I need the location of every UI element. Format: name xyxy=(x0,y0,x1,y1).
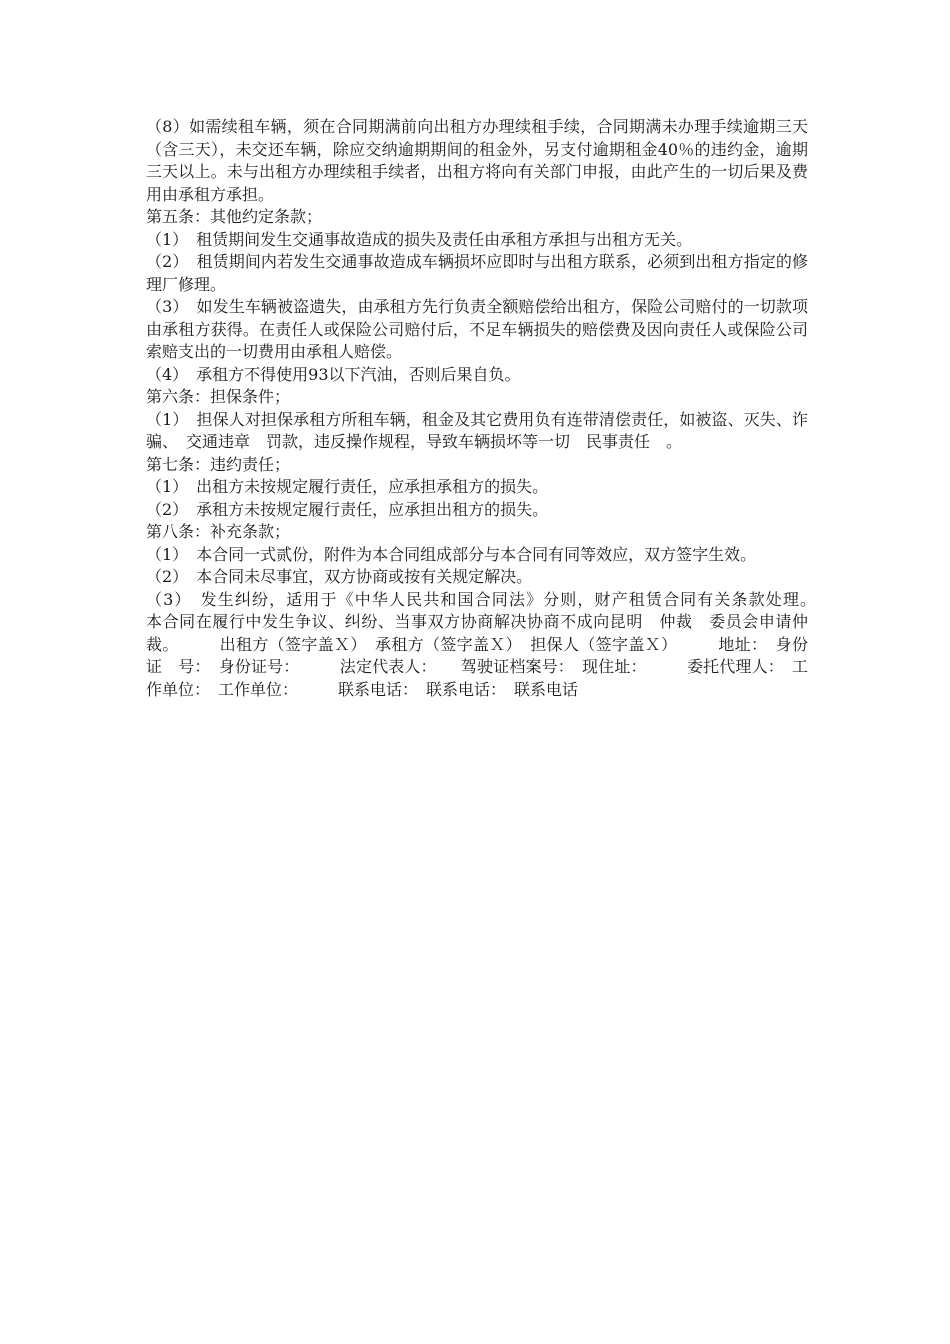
article-5-clause-4: （4） 承租方不得使用93以下汽油，否则后果自负。 xyxy=(146,364,521,384)
paragraph-renewal: （8）如需续租车辆，须在合同期满前向出租方办理续租手续，合同期满未办理手续逾期三天（含三天），未交还车辆，除应交纳逾期期间的租金外，另支付逾期租金40％的违约金，逾期三天以上。未与出租方办理续租手续者，出租方将向有关部门申报，由此产生的一切后果及费用由承租方承担。 xyxy=(146,117,808,204)
document-body xyxy=(146,116,857,701)
article-5-clause-2: （2） 租赁期间内若发生交通事故造成车辆损坏应即时与出租方联系，必须到出租方指定的修理厂修理。 xyxy=(146,252,808,294)
article-7-clause-1: （1） 出租方未按规定履行责任，应承担承租方的损失。 xyxy=(146,477,549,496)
article-7-clause-2: （2） 承租方未按规定履行责任，应承担出租方的损失。 xyxy=(146,499,549,519)
section-heading-article-5: 第五条：其他约定条款； xyxy=(146,207,323,226)
article-8-clause-2: （2） 本合同未尽事宜，双方协商或按有关规定解决。 xyxy=(146,567,533,586)
section-heading-article-7: 第七条：违约责任； xyxy=(146,454,291,474)
section-heading-article-6: 第六条：担保条件； xyxy=(146,387,291,406)
section-heading-article-8: 第八条：补充条款； xyxy=(146,522,291,541)
article-8-clause-3-and-signatures: （3） 发生纠纷，适用于《中华人民共和国合同法》分则，财产租赁合同有关条款处理。 本合同在履行中发生争议、纠纷、当事双方协商解决协商不成向昆明 仲裁 委员会申请仲裁。 出租方（签字盖Ｘ） 承租方（签字盖Ｘ） 担保人（签字盖Ｘ） 地址： 身份证 号： 身份证号： 法定代表人： 驾驶证档案号： 现住址： 委托代理人： 工作单位： 工作单位： 联系电话： 联系电话： 联系电话 xyxy=(146,589,857,699)
article-5-clause-3: （3） 如发生车辆被盗遗失，由承租方先行负责全额赔偿给出租方，保险公司赔付的一切款项由承租方获得。在责任人或保险公司赔付后，不足车辆损失的赔偿费及因向责任人或保险公司索赔支出的一切费用由承租人赔偿。 xyxy=(146,297,808,361)
article-6-clause-1: （1） 担保人对担保承租方所租车辆，租金及其它费用负有连带清偿责任，如被盗、灭失、诈骗、 交通违章 罚款，违反操作规程，导致车辆损坏等一切 民事责任 。 xyxy=(146,409,808,451)
article-8-clause-1: （1） 本合同一式贰份，附件为本合同组成部分与本合同有同等效应，双方签字生效。 xyxy=(146,544,757,564)
article-5-clause-1: （1） 租赁期间发生交通事故造成的损失及责任由承租方承担与出租方无关。 xyxy=(146,229,693,249)
